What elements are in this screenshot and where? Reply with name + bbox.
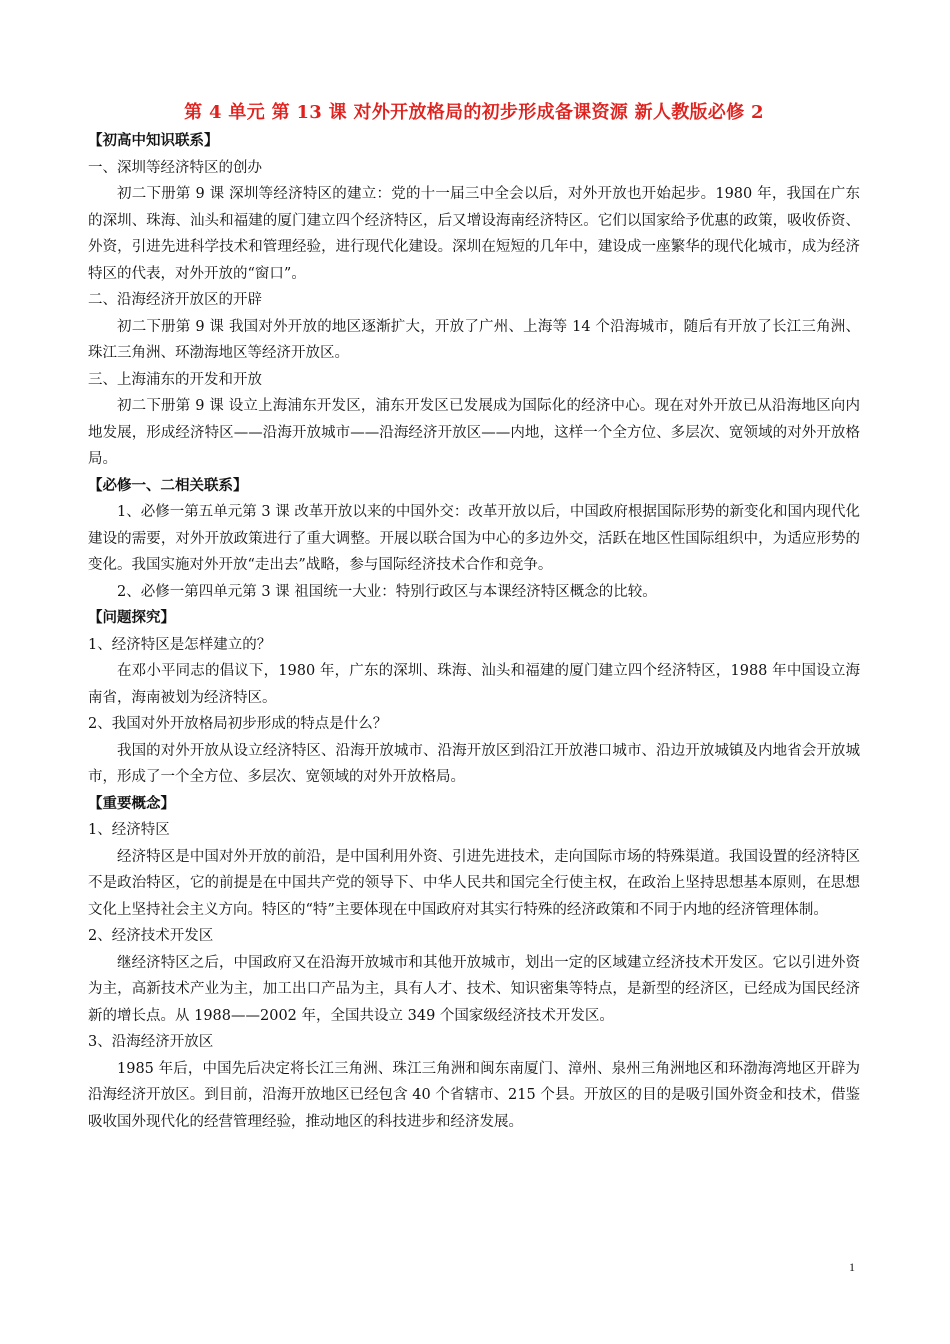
- paragraph-shenzhen-sez: 初二下册第 9 课 深圳等经济特区的建立：党的十一届三中全会以后，对外开放也开始起步。1980 年，我国在广东的深圳、珠海、汕头和福建的厦门建立四个经济特区，后又增设海南经济特区。它们以国家给予优惠的政策，吸收侨资、外资，引进先进科学技术和管理经验，进行现代化建设。深圳在短短的几年中，建设成一座繁华的现代化城市，成为经济特区的代表，对外开放的“窗口”。: [88, 186, 860, 282]
- answer-1: 在邓小平同志的倡议下，1980 年，广东的深圳、珠海、汕头和福建的厦门建立四个经济特区，1988 年中国设立海南省，海南被划为经济特区。: [88, 663, 860, 706]
- question-1: 1、经济特区是怎样建立的？: [88, 636, 272, 653]
- document-page: [88, 98, 860, 1135]
- page-number: 1: [849, 1260, 855, 1274]
- section-heading-inquiry: 【问题探究】: [88, 609, 175, 626]
- answer-2: 我国的对外开放从设立经济特区、沿海开放城市、沿海开放区到沿江开放港口城市、沿边开放城镇及内地省会开放城市，形成了一个全方位、多层次、宽领域的对外开放格局。: [88, 742, 860, 785]
- question-2: 2、我国对外开放格局初步形成的特点是什么？: [88, 716, 388, 732]
- paragraph-coastal-open-zones: 初二下册第 9 课 我国对外开放的地区逐渐扩大，开放了广州、上海等 14 个沿海城市，随后有开放了长江三角洲、珠江三角洲、环渤海地区等经济开放区。: [88, 318, 860, 361]
- paragraph-pudong: 初二下册第 9 课 设立上海浦东开发区，浦东开发区已发展成为国际化的经济中心。现在对外开放已从沿海地区向内地发展，形成经济特区——沿海开放城市——沿海经济开放区——内地，这样一个全方位、多层次、宽领域的对外开放格局。: [88, 398, 860, 467]
- subheading-coastal-open-zones: 二、沿海经济开放区的开辟: [88, 292, 262, 308]
- section-heading-required-links: 【必修一、二相关联系】: [88, 476, 248, 494]
- paragraph-foreign-relations: 1、必修一第五单元第 3 课 改革开放以来的中国外交：改革开放以后，中国政府根据国际形势的新变化和国内现代化建设的需要，对外开放政策进行了重大调整。开展以联合国为中心的多边外交，活跃在地区性国际组织中，为适应形势的变化。我国实施对外开放“走出去”战略，参与国际经济技术合作和竞争。: [88, 504, 860, 573]
- concept-sez-title: 1、经济特区: [88, 822, 170, 838]
- concept-coastal-zone-title: 3、沿海经济开放区: [88, 1034, 214, 1050]
- concept-sez-text: 经济特区是中国对外开放的前沿，是中国利用外资、引进先进技术，走向国际市场的特殊渠道。我国设置的经济特区不是政治特区，它的前提是在中国共产党的领导下、中华人民共和国完全行使主权，在政治上坚持思想基本原则，在思想文化上坚持社会主义方向。特区的“特”主要体现在中国政府对其实行特殊的经济政策和不同于内地的经济管理体制。: [88, 848, 860, 918]
- paragraph-reunification: 2、必修一第四单元第 3 课 祖国统一大业：特别行政区与本课经济特区概念的比较。: [117, 583, 657, 600]
- concept-etdz-text: 继经济特区之后，中国政府又在沿海开放城市和其他开放城市，划出一定的区域建立经济技术开发区。它以引进外资为主，高新技术产业为主，加工出口产品为主，具有人才、技术、知识密集等特点，是新型的经济区，已经成为国民经济新的增长点。从 1988——2002 年，全国共设立 349 个国家级经济技术开发区。: [88, 954, 860, 1024]
- subheading-pudong: 三、上海浦东的开发和开放: [88, 371, 262, 388]
- concept-coastal-zone-text: 1985 年后，中国先后决定将长江三角洲、珠江三角洲和闽东南厦门、漳州、泉州三角洲地区和环渤海湾地区开辟为沿海经济开放区。到目前，沿海开放地区已经包含 40 个省辖市、215 个县。开放区的目的是吸引国外资金和技术，借鉴吸收国外现代化的经营管理经验，推动地区的科技进步和经济发展。: [88, 1060, 860, 1130]
- section-heading-junior-senior-links: 【初高中知识联系】: [88, 132, 219, 149]
- subheading-shenzhen-sez: 一、深圳等经济特区的创办: [88, 159, 262, 176]
- section-heading-concepts: 【重要概念】: [88, 794, 175, 812]
- concept-etdz-title: 2、经济技术开发区: [88, 928, 214, 944]
- document-title: 第 4 单元 第 13 课 对外开放格局的初步形成备课资源 新人教版必修 2: [184, 102, 764, 123]
